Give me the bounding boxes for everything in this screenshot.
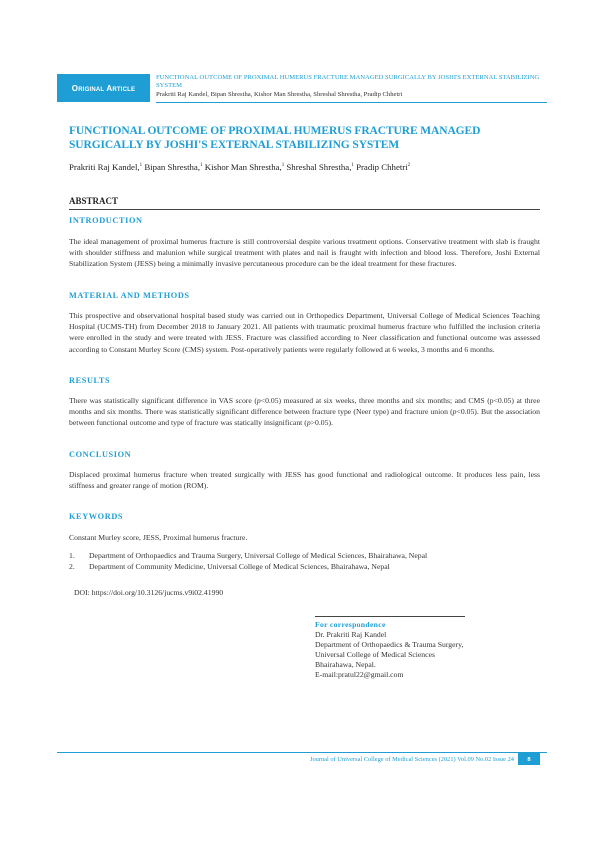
author-list (69, 161, 539, 173)
running-authors: Prakriti Raj Kandel, Bipan Shrestha, Kishor Man Shrestha, Shreshal Shrestha, Pradip Chhetri (156, 91, 403, 98)
author: Shreshal Shrestha, (286, 162, 352, 172)
author-affiliation-mark: 2 (407, 163, 411, 168)
author-affiliation-mark: 1 (139, 163, 143, 168)
results-text-part: <0.05). But the association between functional outcome and type of fracture was statically insignificant ( (69, 407, 540, 428)
affiliation-number: 1. (69, 551, 75, 560)
correspondence-email[interactable]: E-mail:pratul22@gmail.com (315, 670, 404, 679)
author: Prakriti Raj Kandel, (69, 162, 140, 172)
keywords-heading: KEYWORDS (69, 512, 124, 521)
correspondence-line: Bhairahawa, Nepal. (315, 660, 376, 669)
author-affiliation-mark: 1 (351, 163, 354, 168)
methods-text: This prospective and observational hospital based study was carried out in Orthopedics Department, Universal College of Medical Sciences Teaching Hospital (UCMS-TH) from December 2018 to January 2021. All patients with traumatic proximal humerus fracture who fulfilled the inclusion criteria were enrolled in the study and were treated with JESS. Fracture was classified according to Neer classification and functional outcome was assessed according to Constant Murley Score (CMS) system. Post-operatively patients were regularly followed at 6 weeks, 3 months and 6 months. (69, 311, 540, 354)
results-text-part: There was statistically significant difference in VAS score ( (69, 396, 257, 405)
header-divider (156, 102, 547, 103)
author-affiliation-mark: 1 (281, 163, 285, 168)
abstract-heading: ABSTRACT (69, 196, 119, 206)
p-value-symbol: p (256, 396, 261, 405)
results-text-part: <0.05) measured at six weeks, three months and six months; and CMS (p<0.05) at three months and six months. There was statistically significant difference between fracture type (Neer type) and fracture union ( (69, 396, 540, 417)
p-value-symbol: p (306, 418, 311, 428)
affiliation-text: Department of Community Medicine, Universal College of Medical Sciences, Bhairahawa, Nepal (89, 562, 390, 571)
correspondence-line: Dr. Prakriti Raj Kandel (315, 630, 387, 639)
running-header-text (156, 74, 547, 99)
footer-divider (57, 752, 547, 753)
conclusion-text: Displaced proximal humerus fracture when treated surgically with JESS has good functional and radiological outcome. It produces less pain, less stiffness and greater range of motion (ROM). (69, 470, 540, 491)
abstract-divider (69, 209, 540, 210)
journal-citation: Journal of Universal College of Medical Sciences (2021) Vol.09 No.02 Issue 24 (309, 756, 514, 763)
author: Kishor Man Shrestha, (204, 162, 282, 172)
running-header (57, 74, 547, 102)
p-value-symbol: p (452, 407, 457, 417)
author: Bipan Shrestha, (144, 162, 201, 172)
correspondence-divider (315, 616, 465, 617)
affiliation-item (69, 550, 540, 561)
doi-link[interactable]: DOI: https://doi.org/10.3126/jucms.v9i02.41990 (74, 588, 224, 597)
author-affiliation-mark: 1 (200, 163, 203, 168)
affiliation-text: Department of Orthopaedics and Trauma Surgery, Universal College of Medical Sciences, Bhairahawa, Nepal (89, 551, 428, 560)
author: Pradip Chhetri (356, 162, 408, 172)
correspondence-line: Universal College of Medical Sciences (315, 650, 435, 659)
keywords-text: Constant Murley score, JESS, Proximal humerus fracture. (69, 533, 248, 542)
results-text (69, 395, 540, 429)
results-text-part: >0.05). (310, 418, 333, 428)
affiliation-number: 2. (69, 562, 75, 571)
article-type-tag: Original Article (57, 74, 150, 102)
results-heading: RESULTS (69, 376, 111, 385)
running-title: FUNCTIONAL OUTCOME OF PROXIMAL HUMERUS FRACTURE MANAGED SURGICALLY BY JOSHI'S EXTERNAL STABILIZING SYSTEM (156, 74, 540, 89)
correspondence-block (315, 620, 545, 680)
methods-heading: MATERIAL AND METHODS (69, 291, 190, 300)
introduction-heading: INTRODUCTION (69, 216, 143, 225)
correspondence-heading: For correspondence (315, 620, 386, 629)
article-title: FUNCTIONAL OUTCOME OF PROXIMAL HUMERUS FRACTURE MANAGED SURGICALLY BY JOSHI'S EXTERNAL STABILIZING SYSTEM (69, 125, 481, 151)
affiliation-list (69, 550, 540, 572)
page-number: 8 (518, 753, 540, 765)
conclusion-heading: CONCLUSION (69, 450, 132, 459)
introduction-text: The ideal management of proximal humerus fracture is still controversial despite various treatment options. Conservative treatment with slab is fraught with shoulder stiffness and malunion while surgical treatment with plates and nail is fraught with infection and blood loss. Therefore, Joshi External Stabilization System (JESS) being a minimally invasive percutaneous procedure can be the ideal treatment for these fractures. (69, 237, 540, 269)
affiliation-item (69, 561, 540, 572)
correspondence-line: Department of Orthopaedics & Trauma Surgery, (315, 640, 464, 649)
